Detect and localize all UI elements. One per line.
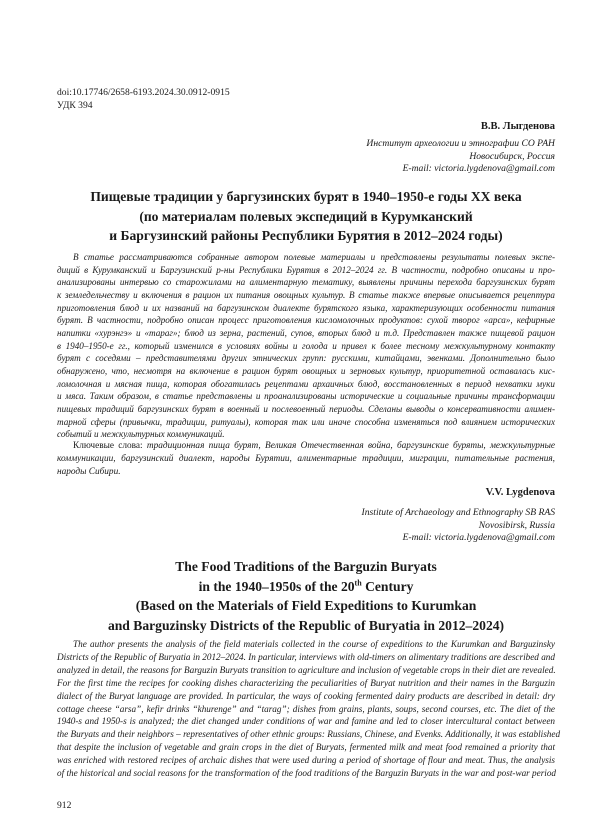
title-part: in the 1940–1950s of the 20 (198, 578, 355, 594)
abstract-line: пищевых традиций баргузинских бурят в военный и послевоенный периоды. Сделаны выводы о консервативности алимен- (57, 403, 555, 414)
abstract-line: и мяса. Таким образом, в статье представлены и проанализированы исторические и социальные причины трансформации (57, 391, 555, 402)
title-superscript: th (354, 578, 362, 588)
title-ru (57, 187, 555, 246)
abstract-line: событий и межкультурных коммуникаций. (57, 429, 225, 440)
abstract-ru (57, 251, 555, 441)
abstract-line: приготовления блюд и их названий на баргузинском диалекте бурятского языка, характеризующих особенности питания (57, 302, 555, 313)
affiliation-ru (366, 138, 555, 176)
abstract-line: В статье рассматриваются собранные автором полевые материалы и представлены результаты полевых экспе- (73, 252, 555, 262)
author-en: V.V. Lygdenova (485, 487, 555, 498)
institute-ru: Институт археологии и этнографии СО РАН (366, 138, 555, 149)
keywords-line (57, 440, 555, 453)
abstract-line: analyzed in detail, the reasons for Barguzin Buryats transition to agriculture and inclusion of vegetable crops in their diet are revealed. (57, 664, 556, 675)
abstract-line: ломолочная и мясная пища, которая обогатилась рецептами архаичных блюд, восстановленных в период нехватки муки (57, 378, 555, 389)
keywords-text: традиционная пища бурят, Великая Отечественная война, баргузинские буряты, межкультурные (146, 441, 555, 451)
abstract-line: обнаружено, что, несмотря на включение в рацион бурят овощных и зерновых культур, приоритетной оставалась кис- (57, 365, 555, 376)
keywords-text: коммуникации, баргузинский диалект, народы Бурятии, алиментарные традиции, миграции, питательные растения, (57, 454, 555, 464)
title-line: and Barguzinsky Districts of the Republic of Buryatia in 2012–2024) (107, 617, 505, 633)
abstract-line: диций в Курумканский и Баргузинский р-ны Республики Бурятия в 2012–2024 гг. В частности, подробно описаны и про- (57, 264, 555, 275)
abstract-line: в 1940–1950-е гг., который изменился в условиях войны и голода и привел к более тесному межкультурному контакту (57, 340, 555, 351)
abstract-line: the Buryats and their neighbors – representatives of other ethnic groups: Russians, Chinese, and Evenks. Additionally, it was established (57, 729, 561, 740)
email-en: E-mail: victoria.lygdenova@gmail.com (402, 532, 555, 544)
keywords-text: народы Сибири. (57, 467, 121, 477)
title-line: (Based on the Materials of Field Expeditions to Kurumkan (135, 598, 477, 614)
title-line: The Food Traditions of the Barguzin Buryats (175, 559, 437, 574)
abstract-line: бурят с соседями – представителями других этнических групп: русскими, китайцами, эвенками. Дополнительно было (57, 353, 555, 364)
title-line (57, 577, 555, 597)
title-part: Century (361, 578, 414, 594)
keywords-line (57, 466, 555, 479)
abstract-line: cottage cheese “arsa”, kefir drinks “khurenge” and “tarag”; dishes from grains, plants, soups, second courses, etc. The diet of the (57, 703, 555, 714)
abstract-line: For the first time the recipes for cooking dishes characterizing the peculiarities of Buryat nutrition and their names in the Barguzin (57, 677, 555, 688)
article-meta (57, 87, 230, 112)
city-en: Novosibirsk, Russia (478, 519, 555, 531)
title-line: Пищевые традиции у баргузинских бурят в 1940–1950-е годы XX века (90, 189, 522, 204)
title-line: (по материалам полевых экспедиций в Курумканский (139, 208, 473, 224)
author-ru: В.В. Лыгденова (480, 121, 555, 132)
page-number: 912 (57, 800, 72, 811)
abstract-line: Districts of the Republic of Buryatia in 2012–2024. In particular, interviews with old-timers on alimentary traditions are described and (57, 651, 555, 662)
city-ru: Новосибирск, Россия (469, 150, 555, 162)
abstract-line: that despite the inclusion of vegetable and grain crops in the diet of Buryats, fermented milk and meat food remained a priority that (57, 742, 555, 753)
abstract-line: of the historical and social reasons for the transformation of the food traditions of the Barguzin Buryats in the war and post-war period (57, 768, 557, 779)
abstract-line: напитки «хурэнгэ» и «тараг»; блюд из зерна, растений, супов, вторых блюд и т.д. Представлен также пищевой рацион (57, 327, 555, 338)
keywords-ru (57, 440, 555, 479)
keywords-line (57, 453, 555, 466)
abstract-line: dialect of the Buryat language are provided. In particular, the ways of cooking fermented dairy products are described in detail: dry (57, 690, 555, 701)
abstract-en (57, 638, 561, 780)
keywords-label: Ключевые слова: (73, 441, 143, 451)
abstract-line: was enriched with restored recipes of archaic dishes that were used during a period of shortage of flour and meat. Thus, the analysis (57, 755, 555, 766)
doi: doi:10.17746/2658-6193.2024.30.0912-0915 (57, 87, 230, 98)
affiliation-en (362, 507, 555, 545)
abstract-line: The author presents the analysis of the field materials collected in the course of expeditions to the Kurumkan and Barguzinsky (73, 639, 555, 649)
email-ru: E-mail: victoria.lygdenova@gmail.com (402, 163, 555, 175)
title-en (57, 557, 555, 635)
institute-en: Institute of Archaeology and Ethnography SB RAS (361, 507, 555, 518)
abstract-line: анализированы интервью со старожилами на алиментарную тематику, выявлены причины перехода баргузинских бурят (57, 277, 555, 288)
udk: УДК 394 (57, 99, 93, 111)
abstract-line: 1940-s and 1950-s is analyzed; the diet changed under conditions of war and famine and led to closer intercultural contact between (57, 716, 555, 727)
title-line: и Баргузинский районы Республики Бурятия в 2012–2024 годы) (109, 228, 503, 244)
abstract-line: тарной сферы (привычки, традиции, ритуалы), которая так или иначе способна изменяться под влиянием исторических (57, 416, 555, 427)
abstract-line: к земледельчеству и включения в рацион их питания овощных культур. В статье также впервые описывается рецептура (57, 289, 555, 300)
abstract-line: бурят. В частности, подробно описан процесс приготовления кисломолочных продуктов: сухой творог «арса», кефирные (57, 315, 555, 326)
